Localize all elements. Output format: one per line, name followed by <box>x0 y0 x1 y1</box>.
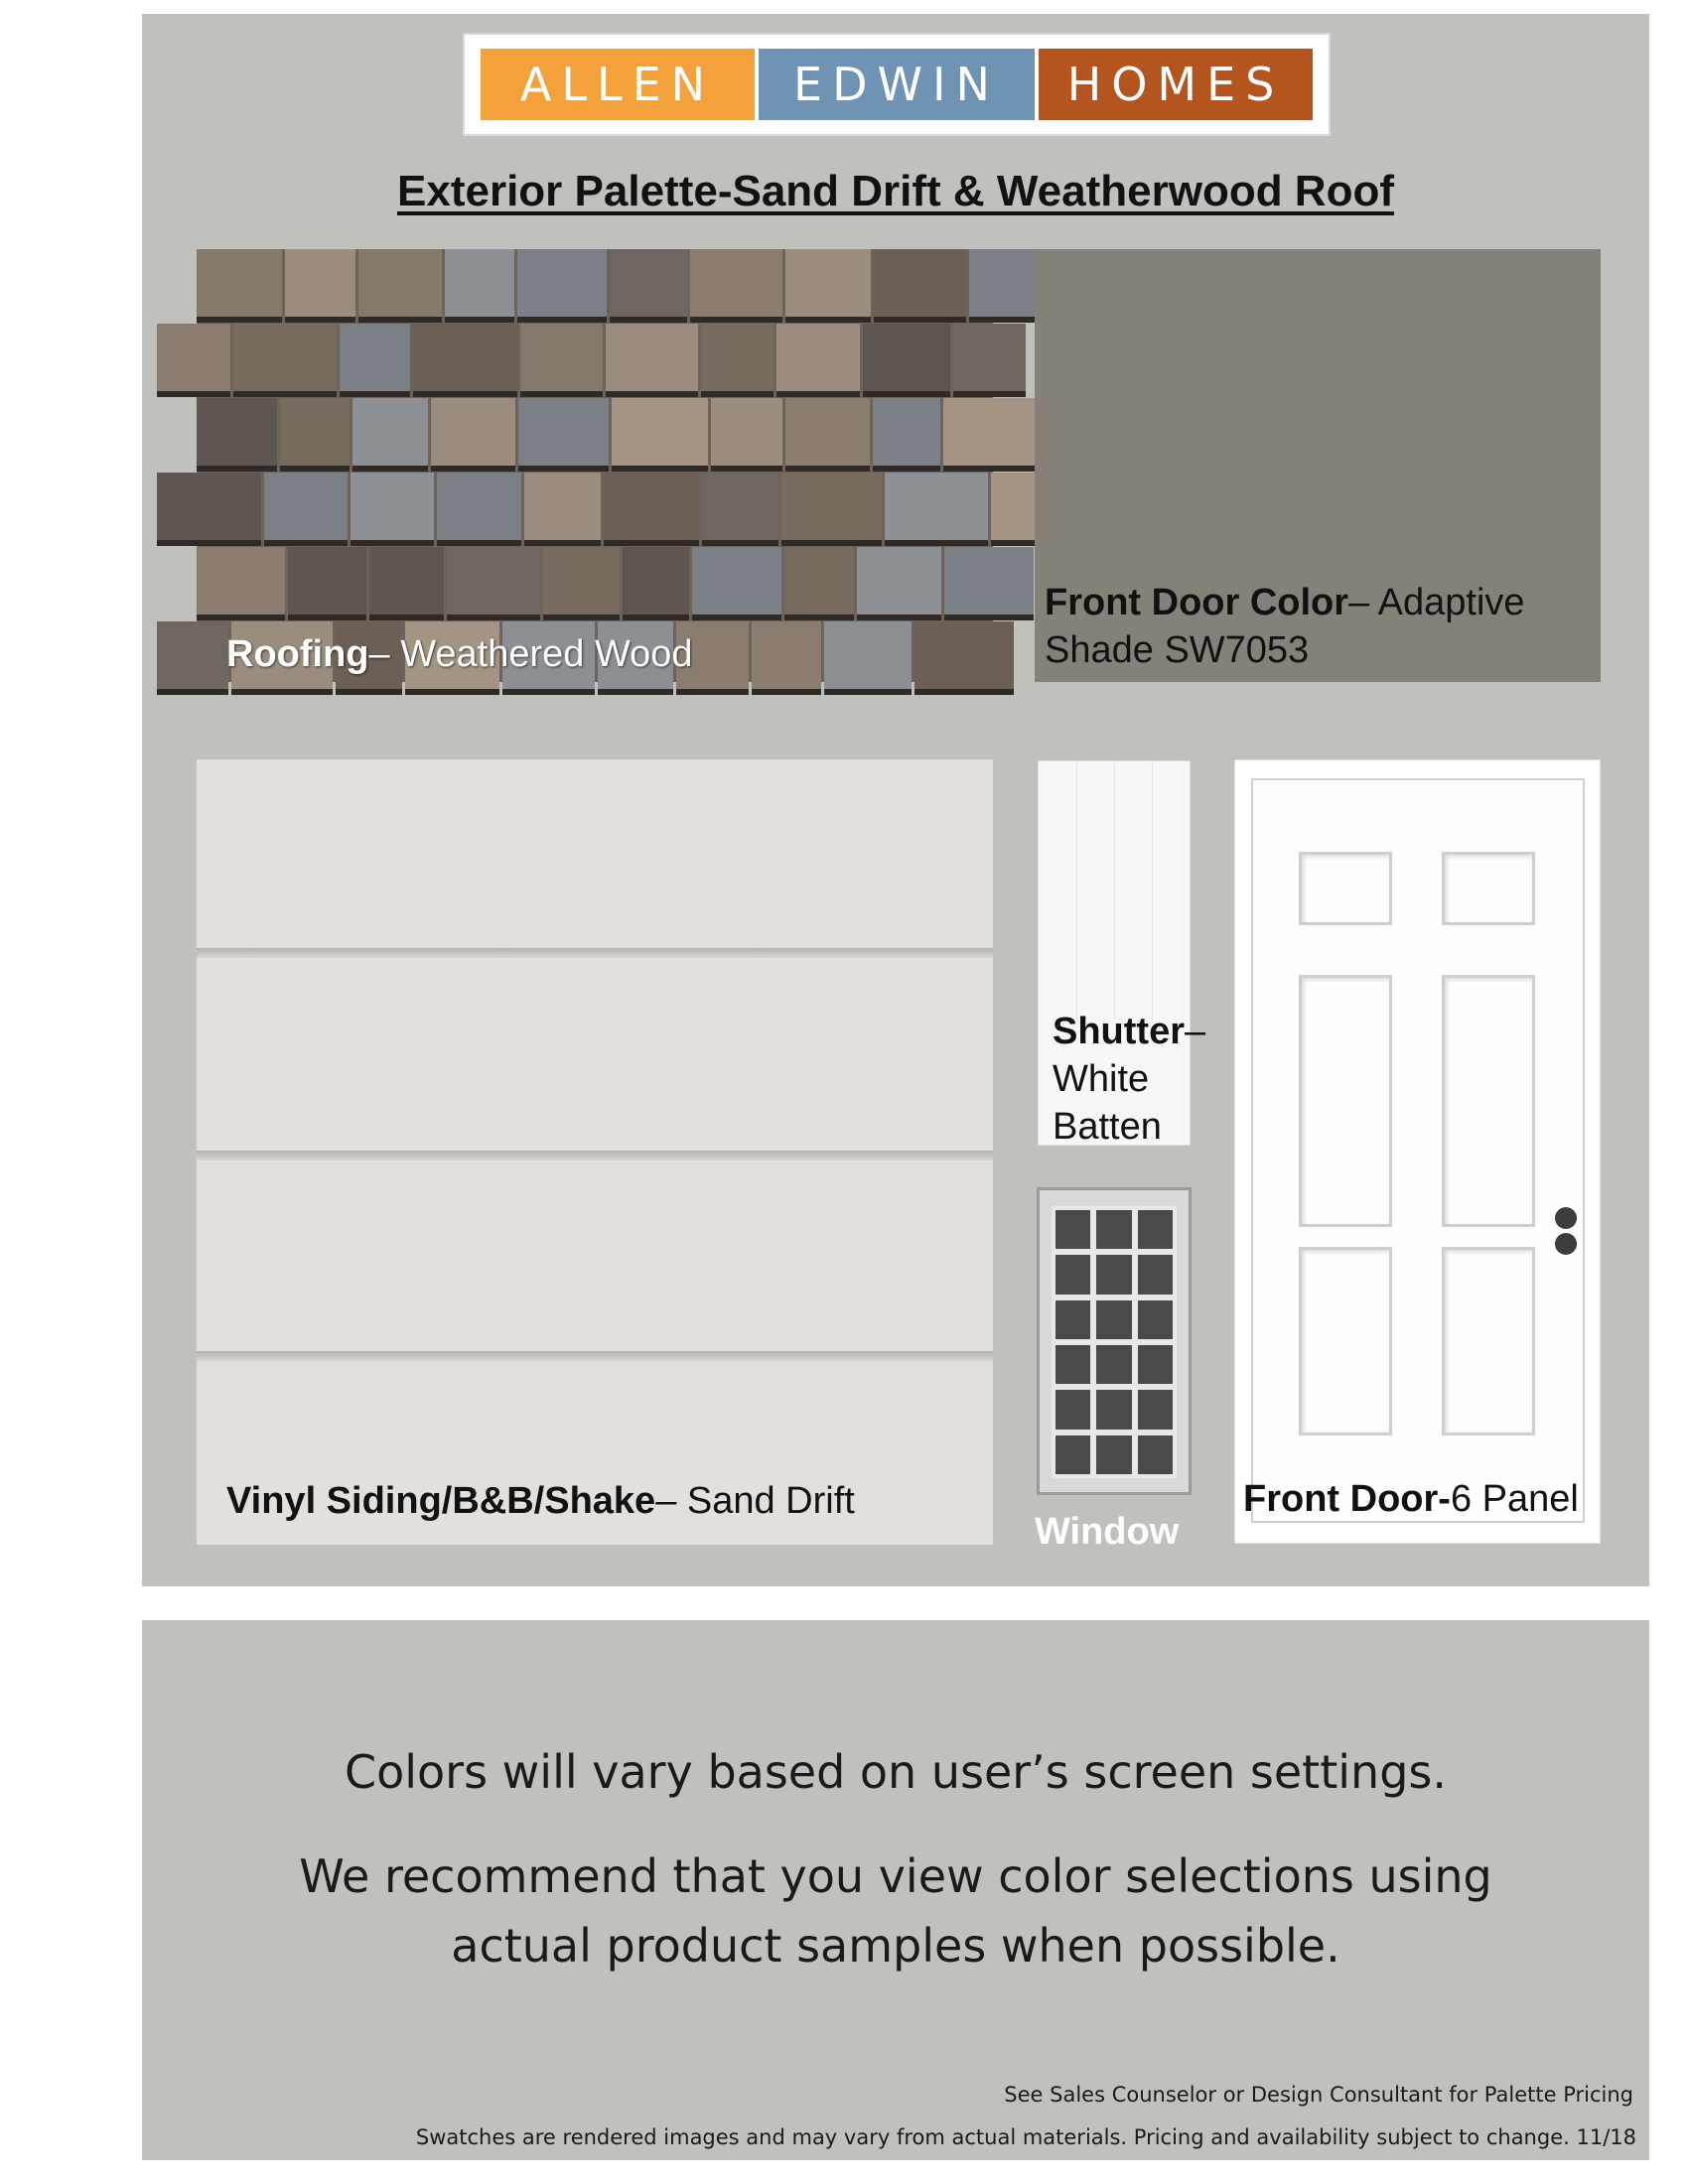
window-pane <box>1055 1210 1090 1249</box>
window-pane <box>1138 1210 1173 1249</box>
window-label: Window <box>1035 1511 1180 1553</box>
door-panel <box>1299 975 1392 1227</box>
shingle-tile <box>197 398 277 472</box>
shutter-label <box>1053 1008 1206 1151</box>
shutter-label-value: – White Batten <box>1053 1011 1206 1148</box>
shingle-tile <box>285 249 355 323</box>
window-pane <box>1096 1255 1131 1294</box>
window-pane <box>1138 1435 1173 1474</box>
shingle-tile <box>885 473 988 546</box>
window-pane <box>1055 1255 1090 1294</box>
shingle-tile <box>914 621 1014 695</box>
shutter-swatch <box>1038 760 1206 1148</box>
logo-allen: ALLEN <box>481 49 755 120</box>
window-pane <box>1055 1345 1090 1384</box>
shingle-tile <box>358 249 442 323</box>
shingle-tile <box>369 547 444 620</box>
siding-lap-line <box>197 948 993 958</box>
front-door-color-label-name: Front Door Color <box>1045 582 1349 623</box>
shingle-tile <box>623 547 689 620</box>
front-door-label <box>1243 1478 1579 1521</box>
shingle-tile <box>288 547 366 620</box>
window-pane <box>1096 1300 1131 1339</box>
window-pane <box>1055 1390 1090 1429</box>
shingle-tile <box>431 398 515 472</box>
allen-edwin-homes-logo <box>463 33 1331 136</box>
shingle-tile <box>606 324 698 397</box>
shingle-tile <box>824 621 912 695</box>
shutter-batten-line <box>1152 761 1153 1020</box>
window-pane <box>1138 1390 1173 1429</box>
window-pane <box>1096 1210 1131 1249</box>
shingle-tile <box>863 324 950 397</box>
shingle-tile <box>197 249 282 323</box>
window-pane <box>1138 1345 1173 1384</box>
shingle-tile <box>943 398 1037 472</box>
window-pane <box>1138 1255 1173 1294</box>
door-panel <box>1299 1247 1392 1435</box>
siding-label-name: Vinyl Siding/B&B/Shake <box>226 1480 656 1522</box>
door-panel <box>1442 975 1535 1227</box>
disclaimer-line-2-text: We recommend that you view color selections using actual product samples when possible. <box>299 1849 1492 1973</box>
shingle-row <box>197 473 993 547</box>
shingle-tile <box>157 473 261 546</box>
door-lock-icon <box>1555 1233 1577 1255</box>
shingle-row <box>197 324 993 398</box>
shingle-tile <box>785 249 871 323</box>
logo-homes: HOMES <box>1039 49 1313 120</box>
shingle-tile <box>752 621 821 695</box>
front-door-label-value: 6 Panel <box>1450 1478 1579 1520</box>
vinyl-siding-swatch <box>197 759 993 1545</box>
shingle-tile <box>518 398 609 472</box>
door-knob-icon <box>1555 1207 1577 1229</box>
siding-label-value: – Sand Drift <box>655 1480 855 1522</box>
shingle-tile <box>524 473 601 546</box>
shingle-tile <box>280 398 350 472</box>
disclaimer-line-1: Colors will vary based on user’s screen settings. <box>345 1745 1447 1799</box>
fine-print-pricing: See Sales Counselor or Design Consultant for Palette Pricing <box>1004 2083 1633 2107</box>
shingle-tile <box>413 324 517 397</box>
shingle-tile <box>874 249 966 323</box>
roofing-label-value: – Weathered Wood <box>368 633 693 675</box>
siding-lap-line <box>197 1151 993 1160</box>
roofing-label <box>226 633 693 676</box>
shingle-tile <box>784 547 854 620</box>
logo-edwin: EDWIN <box>759 49 1035 120</box>
window-pane <box>1096 1390 1131 1429</box>
shingle-tile <box>690 249 782 323</box>
shingle-row <box>197 249 993 324</box>
shingle-tile <box>157 324 230 397</box>
shingle-tile <box>352 398 428 472</box>
window-pane <box>1096 1345 1131 1384</box>
shingle-tile <box>953 324 1026 397</box>
shingle-tile <box>197 547 285 620</box>
roofing-swatch <box>197 249 993 682</box>
shingle-tile <box>857 547 941 620</box>
shingle-tile <box>776 324 860 397</box>
siding-lap-line <box>197 1351 993 1361</box>
front-door-color-label <box>1045 579 1581 674</box>
front-door-image <box>1234 759 1601 1544</box>
window-pane <box>1055 1300 1090 1339</box>
shutter-label-name: Shutter <box>1053 1011 1185 1052</box>
shingle-tile <box>785 398 870 472</box>
siding-label <box>226 1480 855 1523</box>
shingle-tile <box>610 249 687 323</box>
shingle-tile <box>233 324 337 397</box>
window-pane <box>1138 1300 1173 1339</box>
shingle-tile <box>702 473 778 546</box>
shutter-batten-line <box>1076 761 1077 1020</box>
front-door-color-label-value: – Adaptive Shade SW7053 <box>1045 582 1525 671</box>
shingle-tile <box>701 324 774 397</box>
shingle-tile <box>437 473 521 546</box>
shutter-batten-line <box>1114 761 1115 1020</box>
shingle-tile <box>604 473 699 546</box>
shingle-row <box>197 398 993 473</box>
front-door-color-swatch <box>1035 249 1601 682</box>
shingle-tile <box>612 398 708 472</box>
shingle-row <box>197 547 993 621</box>
door-panel <box>1299 852 1392 925</box>
roofing-label-name: Roofing <box>226 633 369 675</box>
window-image <box>1037 1187 1192 1495</box>
shingle-tile <box>520 324 603 397</box>
window-grid <box>1052 1206 1177 1478</box>
window-pane <box>1055 1435 1090 1474</box>
door-slab <box>1251 778 1585 1523</box>
page-title: Exterior Palette-Sand Drift & Weatherwood Roof <box>397 167 1394 215</box>
shingle-tile <box>517 249 607 323</box>
shingle-tile <box>944 547 1034 620</box>
shingle-tile <box>157 621 228 695</box>
shingle-tile <box>447 547 540 620</box>
shingle-tile <box>340 324 410 397</box>
shingle-tile <box>543 547 620 620</box>
disclaimer-line-2 <box>142 1842 1649 1980</box>
front-door-label-name: Front Door- <box>1243 1478 1451 1520</box>
shingle-tile <box>351 473 434 546</box>
shingle-tile <box>711 398 782 472</box>
shingle-tile <box>692 547 781 620</box>
door-panel <box>1442 1247 1535 1435</box>
door-panel <box>1442 852 1535 925</box>
shingle-tile <box>781 473 882 546</box>
shingle-tile <box>445 249 514 323</box>
fine-print-swatches: Swatches are rendered images and may vary from actual materials. Pricing and availability subject to change. 11/18 <box>415 2125 1636 2149</box>
shingle-tile <box>873 398 940 472</box>
shingle-tile <box>264 473 348 546</box>
window-pane <box>1096 1435 1131 1474</box>
